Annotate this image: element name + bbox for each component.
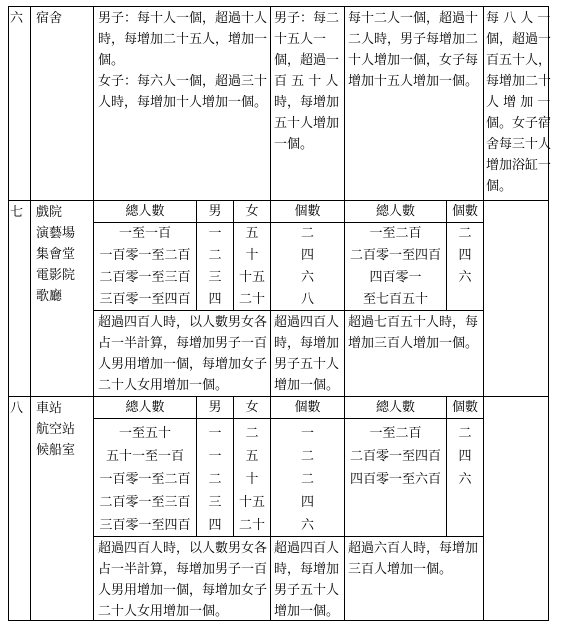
r7-range2-3: 四百零一 xyxy=(369,270,422,285)
r8-range-2: 五十一至一百 xyxy=(105,449,184,464)
r8-count-4: 四 xyxy=(300,495,314,510)
r8-header-male: 男 xyxy=(208,400,222,415)
r8-female-4: 十五 xyxy=(238,495,265,510)
r8-male-3: 二 xyxy=(208,472,222,487)
r7-range2-1: 一至二百 xyxy=(369,226,422,241)
r8-female-1: 二 xyxy=(245,426,259,441)
r8-range2-2: 二百零一至四百 xyxy=(349,449,441,464)
r8-header-count2: 個數 xyxy=(451,400,478,415)
r8-male-4: 三 xyxy=(208,495,222,510)
col2-border xyxy=(344,6,345,621)
r7-header-total2: 總人數 xyxy=(375,204,415,219)
row6-col1-text: 男子：每十人一個，超過十人 時，每增加二十五人，增加一 個。 女子：每六人一個，超過三十 人時，每增加十人增加一個。 xyxy=(98,11,268,110)
row6-number: 六 xyxy=(10,11,24,26)
r7-male-3: 三 xyxy=(208,270,222,285)
r8-table-bottom xyxy=(93,536,483,537)
r7-count-4: 八 xyxy=(300,292,314,307)
r7-note-male: 超過四百人 時，每增加 男子五十人 增加一個。 xyxy=(274,315,340,393)
r8-note-male: 超過四百人 時，每增加 男子五十人 增加一個。 xyxy=(274,541,340,619)
r8-note-general: 超過六百人時，每增加 三百人增加一個。 xyxy=(348,541,479,577)
r8-range-4: 二百零一至三百 xyxy=(99,495,191,510)
r8-count-3: 二 xyxy=(300,472,314,487)
r8-header-bottom xyxy=(93,418,483,419)
r7-header-male: 男 xyxy=(208,204,222,219)
r8-male-2: 一 xyxy=(208,449,222,464)
r8-range-3: 一百零一至二百 xyxy=(99,472,191,487)
r8-range-1: 一至五十 xyxy=(118,426,171,441)
r7-count-3: 六 xyxy=(300,270,314,285)
r8-header-total2: 總人數 xyxy=(375,400,415,415)
r8-male-1: 一 xyxy=(208,426,222,441)
row7-number: 七 xyxy=(10,205,24,220)
r7-count-2: 四 xyxy=(300,248,314,263)
r7-range2-2: 二百零一至四百 xyxy=(349,248,441,263)
r7-header-female: 女 xyxy=(245,204,259,219)
r8-range2-1: 一至二百 xyxy=(369,426,422,441)
r7-count2-2: 四 xyxy=(458,248,472,263)
r7-male-4: 四 xyxy=(208,292,222,307)
r8-count-5: 六 xyxy=(300,518,314,533)
r7-count2-1: 二 xyxy=(458,226,472,241)
r8-female-5: 二十 xyxy=(238,518,265,533)
r7-female-3: 十五 xyxy=(238,270,265,285)
r8-header-total: 總人數 xyxy=(125,400,165,415)
r7-range-2: 一百零一至二百 xyxy=(99,248,191,263)
r7-header-count: 個數 xyxy=(294,204,321,219)
r7-range-4: 三百零一至四百 xyxy=(99,292,191,307)
r7-range-3: 二百零一至三百 xyxy=(99,270,191,285)
r7-note-general: 超過七百五十人時，每 增加三百人增加一個。 xyxy=(348,315,479,351)
r7-table-bottom xyxy=(93,310,483,311)
r8-female-2: 五 xyxy=(245,449,259,464)
r7-female-1: 五 xyxy=(245,226,259,241)
r7-range2-4: 至七百五十 xyxy=(362,292,428,307)
num-col-border xyxy=(30,6,31,621)
row8-number: 八 xyxy=(10,401,24,416)
r8-count2-2: 四 xyxy=(458,449,472,464)
row6-col4-text: 每 八 人 一 個，超過一 百五十人， 每增加二十 人 增 加 一 個。女子宿 舍每三十人 增加浴缸一 個。 xyxy=(486,11,552,194)
r8-header-female: 女 xyxy=(245,400,259,415)
r8-count2-1: 二 xyxy=(458,426,472,441)
row8-places: 車站 航空站 候船室 xyxy=(36,401,76,458)
r7-header-total: 總人數 xyxy=(125,204,165,219)
r8-count2-3: 六 xyxy=(458,472,472,487)
r8-male-5: 四 xyxy=(208,518,222,533)
r8-header-count: 個數 xyxy=(294,400,321,415)
r7-male-1: 一 xyxy=(208,226,222,241)
r7-range-1: 一至一百 xyxy=(118,226,171,241)
r7-female-2: 十 xyxy=(245,248,259,263)
r7-count2-3: 六 xyxy=(458,270,472,285)
row6-col3-text: 每十二人一個，超過十 二人時，男子每增加二 十人增加一個，女子每 增加十五人增加一個。 xyxy=(348,11,479,89)
table-left-border xyxy=(8,6,9,621)
col3-border xyxy=(483,6,484,621)
r8-count-2: 二 xyxy=(300,449,314,464)
r7-header-count2: 個數 xyxy=(451,204,478,219)
r8-count-1: 一 xyxy=(300,426,314,441)
row7-places: 戲院 演藝場 集會堂 電影院 歌廳 xyxy=(36,205,76,304)
row6-col2-text: 男子：每二 十五人一 個，超過一 百 五 十 人 時，每增加 五十人增加 一個。 xyxy=(274,11,340,152)
row6-place: 宿舍 xyxy=(36,11,63,26)
r7-count-1: 二 xyxy=(300,226,314,241)
table-top-border xyxy=(8,6,548,7)
r7-female-4: 二十 xyxy=(238,292,265,307)
r7-note-mixed: 超過四百人時，以人數男女各 占一半計算，每增加男子一百 人男用增加一個，每增加女子 二十人女用增加一個。 xyxy=(98,315,268,393)
r8-female-3: 十 xyxy=(245,472,259,487)
r8-range-5: 三百零一至四百 xyxy=(99,518,191,533)
r8-note-mixed: 超過四百人時，以人數男女各 占一半計算，每增加男子一百 人男用增加一個，每增加女子 二十人女用增加一個。 xyxy=(98,541,268,619)
r7-male-2: 二 xyxy=(208,248,222,263)
r8-range2-3: 四百零一至六百 xyxy=(349,472,441,487)
